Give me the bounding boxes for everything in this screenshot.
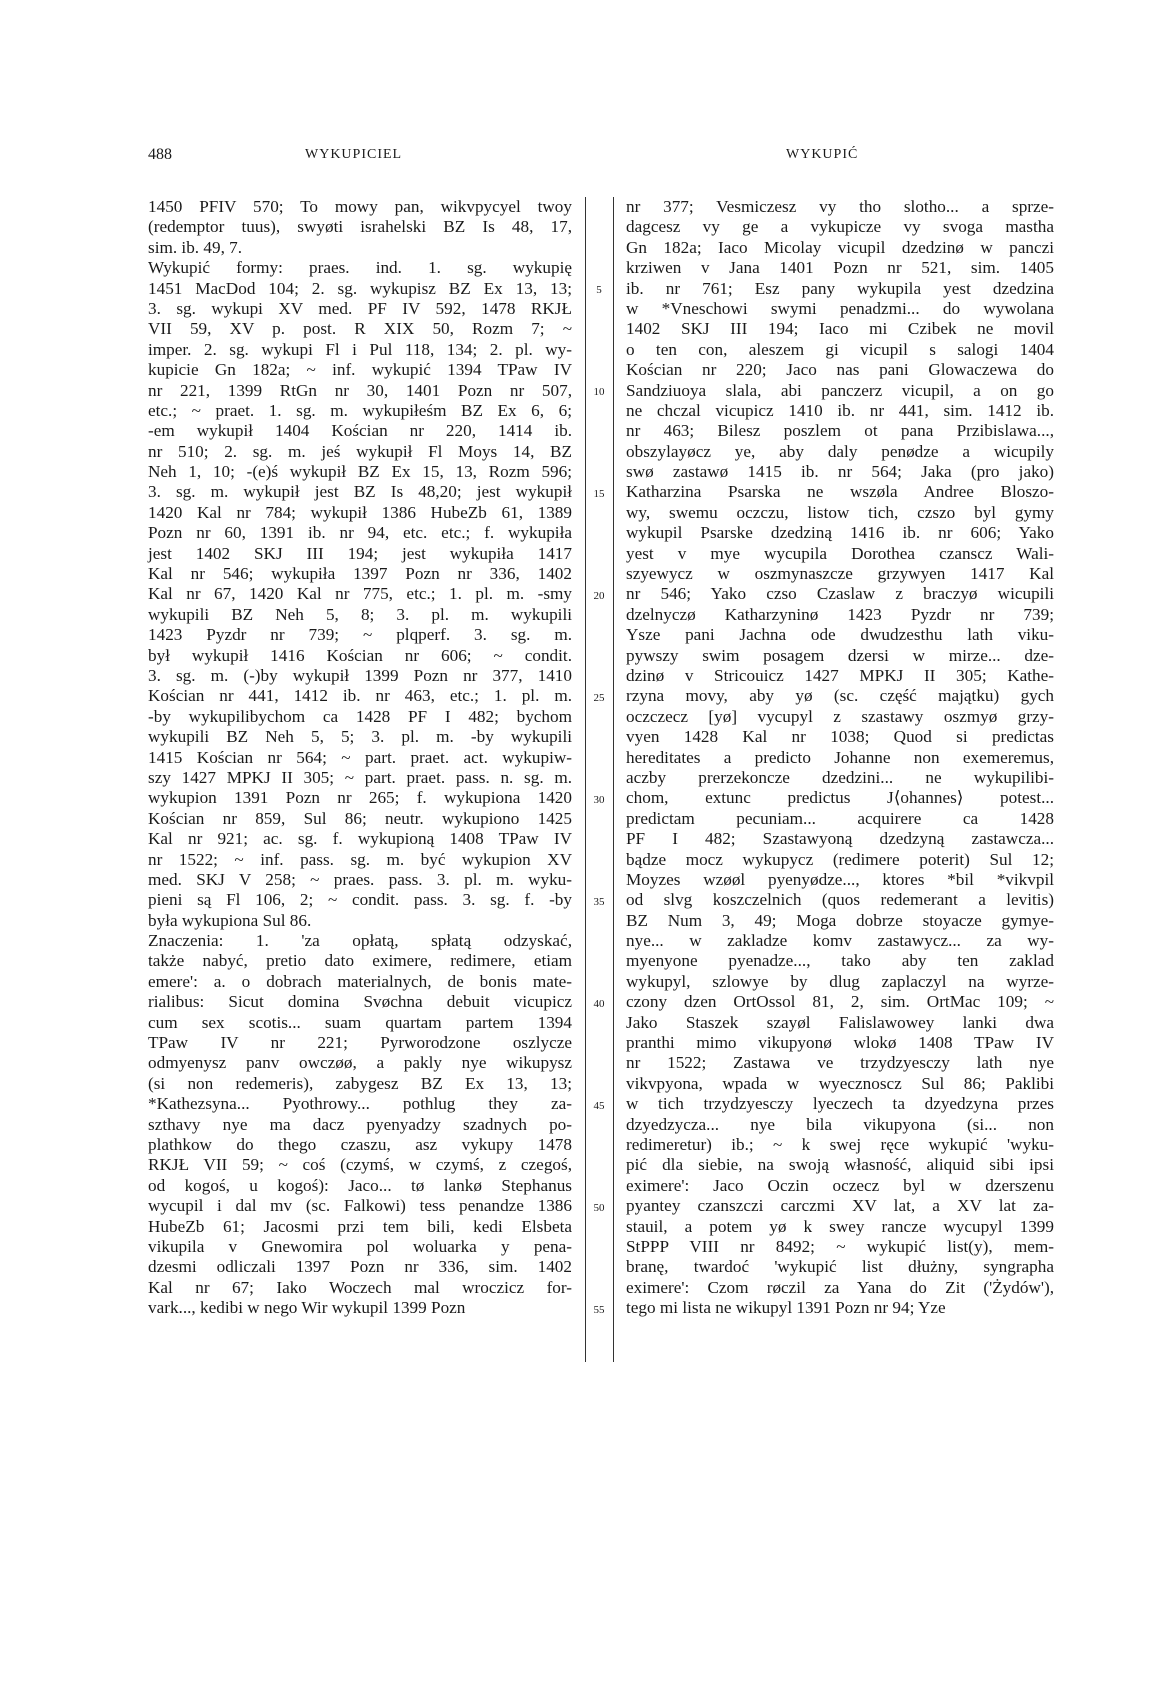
text-line: redimeretur) ib.; ~ k swej ręce wykupić 'wyku- — [626, 1134, 1054, 1154]
right-headword: WYKUPIĆ — [786, 147, 859, 162]
text-line: wykupil Psarske dzedziną 1416 ib. nr 606; Yako — [626, 523, 1054, 543]
text-line: 1423 Pyzdr nr 739; ~ plqperf. 3. sg. m. — [148, 625, 572, 645]
text-line: pranthi mimo vikupyonø wlokø 1408 TPaw IV — [626, 1033, 1054, 1053]
text-line: ne chczal vicupicz 1410 ib. nr 441, sim. 1412 ib. — [626, 400, 1054, 420]
text-line: Jako Staszek szayøl Falislawowey lanki dwa — [626, 1012, 1054, 1032]
text-line: Kościan nr 220; Jaco nas pani Glowaczewa do — [626, 360, 1054, 380]
text-line: była wykupiona Sul 86. — [148, 910, 312, 930]
text-line: wykupion 1391 Pozn nr 265; f. wykupiona 1420 — [148, 788, 572, 808]
text-line: od slvg koszczelnich (quos redemerant a levitis) — [626, 890, 1054, 910]
text-line: nr 463; Bilesz poszlem ot pana Przibislawa..., — [626, 421, 1054, 441]
text-line: nye... w zakladze komv zastawycz... za wy- — [626, 931, 1054, 951]
line-number: 10 — [593, 385, 605, 398]
text-line: eximere': Czom røczil za Yana do Zit ('Żydów'), — [626, 1277, 1054, 1297]
text-line: 3. sg. m. (-)by wykupił 1399 Pozn nr 377, 1410 — [148, 665, 572, 685]
column-divider-left — [585, 197, 586, 1362]
text-line: PF I 482; Szastawyoną dzedzyną zastawcza... — [626, 829, 1054, 849]
text-line: dzyedzycza... nye bila vikupyona (si... non — [626, 1114, 1054, 1134]
text-line: obszylayøcz ye, aby daly penødze a wicupily — [626, 441, 1054, 461]
text-line: eximere': Jaco Oczin oczecz byl w dzerszenu — [626, 1175, 1054, 1195]
text-line: StPPP VIII nr 8492; ~ wykupić list(y), mem- — [626, 1236, 1054, 1256]
text-line: cum sex scotis... suam quartam partem 1394 — [148, 1012, 572, 1032]
text-line: Kal nr 921; ac. sg. f. wykupioną 1408 TPaw IV — [148, 829, 572, 849]
line-number: 15 — [593, 487, 605, 500]
text-line: dzinø v Stricouicz 1427 MPKJ II 305; Kathe- — [626, 665, 1054, 685]
left-column — [148, 197, 572, 1318]
text-line: *Kathezsyna... Pyothrowy... pothlug they za- — [148, 1094, 572, 1114]
line-number: 20 — [593, 589, 605, 602]
text-line: -em wykupił 1404 Kościan nr 220, 1414 ib. — [148, 421, 572, 441]
line-number: 35 — [593, 895, 605, 908]
text-line: szthavy nye ma dacz pyenyadzy szadnych po- — [148, 1114, 572, 1134]
text-line: BZ Num 3, 49; Moga dobrze stoyacze gymye- — [626, 910, 1054, 930]
page-number: 488 — [148, 146, 172, 163]
text-line: w *Vneschowi swymi penadzmi... do wywolana — [626, 298, 1054, 318]
text-line: yest v mye wycupila Dorothea czanscz Wali- — [626, 543, 1054, 563]
text-line: RKJŁ VII 59; ~ coś (czymś, w czymś, z czegoś, — [148, 1155, 572, 1175]
right-column — [626, 197, 1054, 1318]
text-line: dzelnyczø Katharzyninø 1423 Pyzdr nr 739; — [626, 604, 1054, 624]
text-line: nr 1522; ~ inf. pass. sg. m. być wykupion XV — [148, 849, 572, 869]
text-line: jest 1402 SKJ III 194; jest wykupiła 1417 — [148, 543, 572, 563]
left-headword: WYKUPICIEL — [305, 147, 403, 162]
text-line: med. SKJ V 258; ~ praes. pass. 3. pl. m. wyku- — [148, 869, 572, 889]
text-line: wykupili BZ Neh 5, 8; 3. pl. m. wykupili — [148, 604, 572, 624]
text-line: pieni są Fl 106, 2; ~ condit. pass. 3. sg. f. -by — [148, 890, 572, 910]
text-line: chom, extunc predictus J⟨ohannes⟩ potest... — [626, 788, 1054, 808]
text-line: wykupyl, szlowye by dlug zaplaczyl na wyrze- — [626, 971, 1054, 991]
text-line: także nabyć, pretio dato eximere, redimere, etiam — [148, 951, 572, 971]
text-line: krziwen v Jana 1401 Pozn nr 521, sim. 1405 — [626, 258, 1054, 278]
text-line: w tich trzydzyesczy lyeczech ta dzyedzyna przes — [626, 1094, 1054, 1114]
text-line: sim. ib. 49, 7. — [148, 237, 243, 257]
text-line: był wykupił 1416 Kościan nr 606; ~ condit. — [148, 645, 572, 665]
text-line: rialibus: Sicut domina Svøchna debuit vicupicz — [148, 992, 572, 1012]
line-number: 55 — [593, 1303, 605, 1316]
text-line: nr 510; 2. sg. m. jeś wykupił Fl Moys 14, BZ — [148, 441, 572, 461]
text-line: imper. 2. sg. wykupi Fl i Pul 118, 134; 2. pl. wy- — [148, 339, 572, 359]
text-line: vikvpyona, wpada w wyecznoscz Sul 86; Paklibi — [626, 1073, 1054, 1093]
running-header — [0, 146, 1158, 170]
text-line: wycupil i dal mv (sc. Falkowi) tess penandze 1386 — [148, 1196, 572, 1216]
text-line: plathkow do thego czaszu, asz vykupy 1478 — [148, 1134, 572, 1154]
text-line: rzyna movy, aby yø (sc. część majątku) gych — [626, 686, 1054, 706]
text-line: swø zastawø 1415 ib. nr 564; Jaka (pro jako) — [626, 462, 1054, 482]
text-line: (redemptor tuus), swyøti israhelski BZ Is 48, 17, — [148, 217, 572, 237]
text-line: dagcesz vy ge a vykupicze vy svoga mastha — [626, 217, 1054, 237]
text-line: emere': a. o dobrach materialnych, de bonis mate- — [148, 971, 572, 991]
text-line: Kal nr 67; Iako Woczech mal wroczicz for- — [148, 1277, 572, 1297]
line-number: 40 — [593, 997, 605, 1010]
text-line: Pozn nr 60, 1391 ib. nr 94, etc. etc.; f. wykupiła — [148, 523, 572, 543]
text-line: TPaw IV nr 221; Pyrworodzone oszlycze — [148, 1033, 572, 1053]
text-line: -by wykupilibychom ca 1428 PF I 482; bychom — [148, 706, 572, 726]
text-line: vyen 1428 Kal nr 1038; Quod si predictas — [626, 727, 1054, 747]
text-line: bądze mocz wykupycz (redimere poterit) Sul 12; — [626, 849, 1054, 869]
text-line: Kościan nr 859, Sul 86; neutr. wykupiono 1425 — [148, 808, 572, 828]
text-line: nr 546; Yako czso Czaslaw z braczyø wicupili — [626, 584, 1054, 604]
line-number: 45 — [593, 1099, 605, 1112]
text-line: ib. nr 761; Esz pany wykupila yest dzedzina — [626, 278, 1054, 298]
column-divider-right — [613, 197, 614, 1362]
text-line: Moyzes wzøøl pyenyødze..., ktores *bil *vikvpil — [626, 869, 1054, 889]
line-number: 50 — [593, 1201, 605, 1214]
text-line: Kościan nr 441, 1412 ib. nr 463, etc.; 1. pl. m. — [148, 686, 572, 706]
text-line: etc.; ~ praet. 1. sg. m. wykupiłeśm BZ Ex 6, 6; — [148, 400, 572, 420]
text-line: odmyenysz panv owczøø, a pakly nye wikupysz — [148, 1053, 572, 1073]
text-line: pyantey czanszczi carczmi XV lat, a XV lat za- — [626, 1196, 1054, 1216]
text-line: 1451 MacDod 104; 2. sg. wykupisz BZ Ex 13, 13; — [148, 278, 572, 298]
text-line: Sandziuoya slala, abi panczerz vicupil, a on go — [626, 380, 1054, 400]
text-line: kupicie Gn 182a; ~ inf. wykupić 1394 TPaw IV — [148, 360, 572, 380]
text-line: 3. sg. wykupi XV med. PF IV 592, 1478 RKJŁ — [148, 298, 572, 318]
text-line: Kal nr 546; wykupiła 1397 Pozn nr 336, 1402 — [148, 564, 572, 584]
text-line: wykupili BZ Neh 5, 5; 3. pl. m. -by wykupili — [148, 727, 572, 747]
text-line: o ten con, aleszem gi vicupil s salogi 1404 — [626, 339, 1054, 359]
text-line: hereditates a predicto Johanne non exemeremus, — [626, 747, 1054, 767]
text-line: Wykupić formy: praes. ind. 1. sg. wykupię — [148, 258, 572, 278]
text-line: 1450 PFIV 570; To mowy pan, wikvpycyel twoy — [148, 197, 572, 216]
text-line: Katharzina Psarska ne wszøla Andree Bloszo- — [626, 482, 1054, 502]
text-line: nr 377; Vesmiczesz vy tho slotho... a sprze- — [626, 197, 1054, 216]
text-line: 1402 SKJ III 194; Iaco mi Czibek ne movil — [626, 319, 1054, 339]
text-line: stauil, a potem yø k swey rancze wycupyl 1399 — [626, 1216, 1054, 1236]
text-line: predictam pecuniam... acquirere ca 1428 — [626, 808, 1054, 828]
line-number: 30 — [593, 793, 605, 806]
text-line: VII 59, XV p. post. R XIX 50, Rozm 7; ~ — [148, 319, 572, 339]
line-number: 25 — [593, 691, 605, 704]
text-line: Gn 182a; Iaco Micolay vicupil dzedzinø w panczi — [626, 237, 1054, 257]
text-line: od kogoś, u kogoś): Jaco... tø lankø Stephanus — [148, 1175, 572, 1195]
text-line: nr 221, 1399 RtGn nr 30, 1401 Pozn nr 507, — [148, 380, 572, 400]
text-line: aczby prerzekoncze dzedzini... ne wykupilibi- — [626, 767, 1054, 787]
text-line: czony dzen OrtOssol 81, 2, sim. OrtMac 109; ~ — [626, 992, 1054, 1012]
text-line: pić dla siebie, na swoją własność, aliquid sibi ipsi — [626, 1155, 1054, 1175]
text-line: Kal nr 67, 1420 Kal nr 775, etc.; 1. pl. m. -smy — [148, 584, 572, 604]
text-line: Ysze pani Jachna ode dwudzesthu lath viku- — [626, 625, 1054, 645]
line-number: 5 — [596, 283, 602, 296]
text-line: branę, twardoć 'wykupić list dłużny, syngrapha — [626, 1257, 1054, 1277]
text-line: myenyone pyenadze..., tako aby ten zaklad — [626, 951, 1054, 971]
text-line: wy, swemu oczczu, listow tich, czszo byl gymy — [626, 502, 1054, 522]
text-line: dzesmi odliczali 1397 Pozn nr 336, sim. 1402 — [148, 1257, 572, 1277]
text-line: 1420 Kal nr 784; wykupił 1386 HubeZb 61, 1389 — [148, 502, 572, 522]
text-line: Neh 1, 10; -(e)ś wykupił BZ Ex 15, 13, Rozm 596; — [148, 462, 572, 482]
text-line: (si non redemeris), zabygesz BZ Ex 13, 13; — [148, 1073, 572, 1093]
text-line: tego mi lista ne wikupyl 1391 Pozn nr 94; Yze — [626, 1298, 946, 1318]
text-line: pywszy swim posagem dzersi w mirze... dze- — [626, 645, 1054, 665]
text-line: szyewycz w oszmynaszcze grzywyen 1417 Kal — [626, 564, 1054, 584]
text-line: vikupila v Gnewomira pol woluarka y pena- — [148, 1236, 572, 1256]
text-line: HubeZb 61; Jacosmi przi tem bili, kedi Elsbeta — [148, 1216, 572, 1236]
text-line: nr 1522; Zastawa ve trzydzyesczy lath nye — [626, 1053, 1054, 1073]
text-line: Znaczenia: 1. 'za opłatą, spłatą odzyskać, — [148, 931, 572, 951]
text-line: szy 1427 MPKJ II 305; ~ part. praet. pass. n. sg. m. — [148, 767, 572, 787]
text-line: 3. sg. m. wykupił jest BZ Is 48,20; jest wykupił — [148, 482, 572, 502]
text-line: vark..., kedibi w nego Wir wykupil 1399 Pozn — [148, 1298, 466, 1318]
text-line: oczczecz [yø] vycupyl z szastawy oszmyø grzy- — [626, 706, 1054, 726]
text-line: 1415 Kościan nr 564; ~ part. praet. act. wykupiw- — [148, 747, 572, 767]
